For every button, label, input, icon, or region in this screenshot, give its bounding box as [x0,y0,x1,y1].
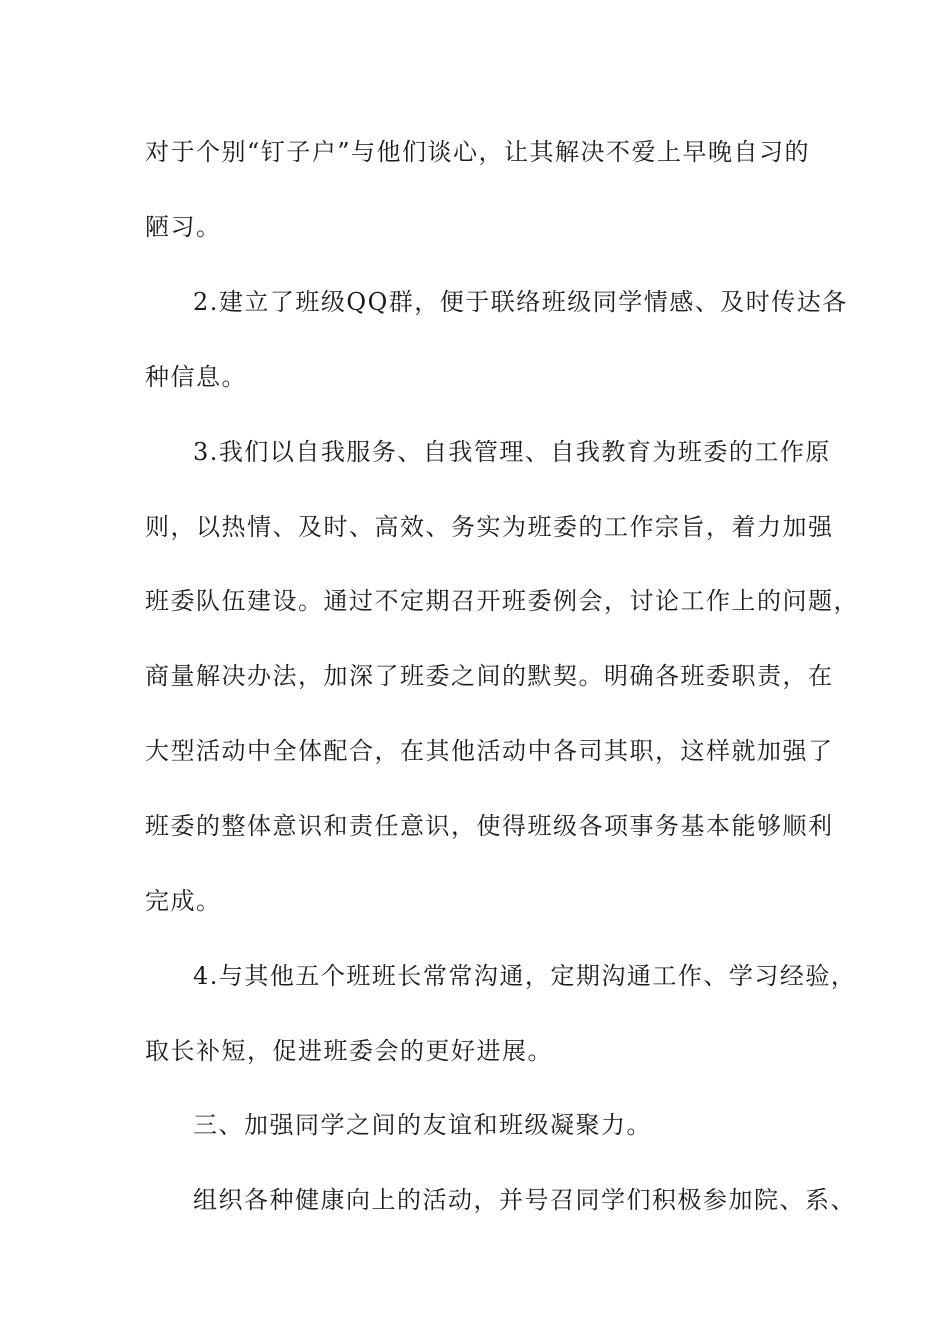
text-line: 陋习。 [145,213,222,241]
text-line: 2.建立了班级QQ群，便于联络班级同学情感、及时传达各 [193,288,848,316]
text-line: 完成。 [145,887,222,915]
text-line: 取长补短，促进班委会的更好进展。 [145,1037,553,1065]
text-line: 组织各种健康向上的活动，并号召同学们积极参加院、系、 [193,1186,856,1214]
text-line: 3.我们以自我服务、自我管理、自我教育为班委的工作原 [193,438,831,466]
text-line: 班委队伍建设。通过不定期召开班委例会，讨论工作上的问题， [145,587,859,615]
text-line: 4.与其他五个班班长常常沟通，定期沟通工作、学习经验， [193,962,857,990]
text-line: 则，以热情、及时、高效、务实为班委的工作宗旨，着力加强 [145,513,834,541]
text-line: 商量解决办法，加深了班委之间的默契。明确各班委职责，在 [145,662,834,690]
text-line: 对于个别“钉子户”与他们谈心，让其解决不爱上早晚自习的 [145,138,811,166]
text-line: 种信息。 [145,363,247,391]
text-line: 班委的整体意识和责任意识，使得班级各项事务基本能够顺利 [145,812,834,840]
text-line: 三、加强同学之间的友谊和班级凝聚力。 [193,1111,652,1139]
text-line: 大型活动中全体配合，在其他活动中各司其职，这样就加强了 [145,737,834,765]
